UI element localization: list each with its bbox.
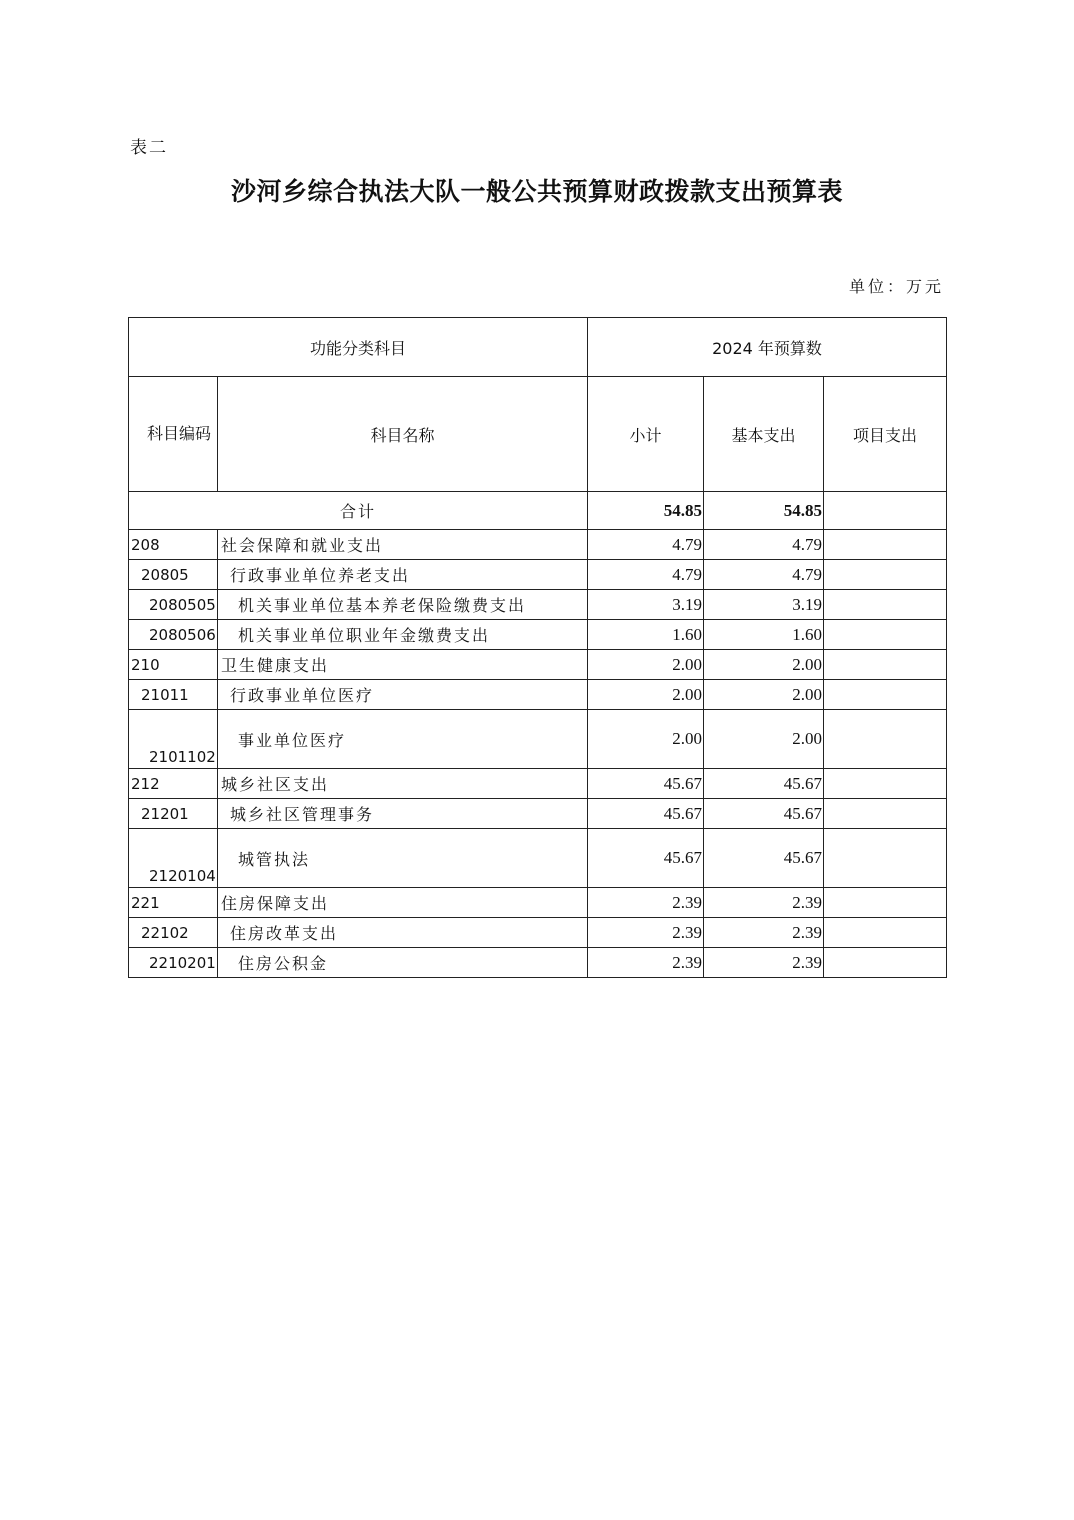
row-project bbox=[824, 560, 947, 590]
row-basic: 2.00 bbox=[704, 650, 824, 680]
row-subtotal: 45.67 bbox=[588, 769, 704, 799]
row-name: 行政事业单位医疗 bbox=[218, 680, 588, 710]
header-budget: 2024 年预算数 bbox=[588, 318, 947, 377]
table-row bbox=[129, 620, 947, 650]
row-subtotal: 4.79 bbox=[588, 530, 704, 560]
row-basic: 1.60 bbox=[704, 620, 824, 650]
row-basic: 2.00 bbox=[704, 680, 824, 710]
row-project bbox=[824, 799, 947, 829]
table-row bbox=[129, 918, 947, 948]
row-basic: 2.39 bbox=[704, 888, 824, 918]
row-project bbox=[824, 710, 947, 769]
row-project bbox=[824, 918, 947, 948]
row-name: 住房保障支出 bbox=[218, 888, 588, 918]
row-basic: 4.79 bbox=[704, 560, 824, 590]
total-project bbox=[824, 492, 947, 530]
total-basic: 54.85 bbox=[704, 492, 824, 530]
row-code: 2210201 bbox=[129, 948, 218, 978]
row-code: 20805 bbox=[129, 560, 218, 590]
row-subtotal: 3.19 bbox=[588, 590, 704, 620]
row-project bbox=[824, 680, 947, 710]
row-code: 22102 bbox=[129, 918, 218, 948]
table-row bbox=[129, 829, 947, 888]
row-basic: 2.00 bbox=[704, 710, 824, 769]
header-project: 项目支出 bbox=[824, 377, 947, 492]
row-project bbox=[824, 769, 947, 799]
row-subtotal: 4.79 bbox=[588, 560, 704, 590]
total-row bbox=[129, 492, 947, 530]
row-basic: 45.67 bbox=[704, 799, 824, 829]
header-basic: 基本支出 bbox=[704, 377, 824, 492]
row-subtotal: 45.67 bbox=[588, 799, 704, 829]
row-project bbox=[824, 650, 947, 680]
row-code: 221 bbox=[129, 888, 218, 918]
row-code: 21201 bbox=[129, 799, 218, 829]
row-basic: 45.67 bbox=[704, 829, 824, 888]
row-name: 机关事业单位基本养老保险缴费支出 bbox=[218, 590, 588, 620]
unit-label: 单位：万元 bbox=[848, 277, 944, 296]
table-row bbox=[129, 560, 947, 590]
header-name: 科目名称 bbox=[218, 377, 588, 492]
header-subtotal: 小计 bbox=[588, 377, 704, 492]
row-code: 2120104 bbox=[129, 829, 218, 888]
table-number: 表二 bbox=[130, 138, 168, 158]
row-subtotal: 2.00 bbox=[588, 650, 704, 680]
row-basic: 45.67 bbox=[704, 769, 824, 799]
row-name: 事业单位医疗 bbox=[218, 710, 588, 769]
row-project bbox=[824, 888, 947, 918]
header-code: 科目编码 bbox=[129, 377, 218, 492]
row-subtotal: 2.39 bbox=[588, 888, 704, 918]
row-basic: 3.19 bbox=[704, 590, 824, 620]
row-name: 城管执法 bbox=[218, 829, 588, 888]
row-name: 社会保障和就业支出 bbox=[218, 530, 588, 560]
row-project bbox=[824, 620, 947, 650]
table-row bbox=[129, 769, 947, 799]
table-row bbox=[129, 680, 947, 710]
row-code: 2080506 bbox=[129, 620, 218, 650]
table-row bbox=[129, 590, 947, 620]
row-name: 卫生健康支出 bbox=[218, 650, 588, 680]
budget-table bbox=[128, 317, 947, 978]
row-name: 城乡社区管理事务 bbox=[218, 799, 588, 829]
table-row bbox=[129, 888, 947, 918]
row-name: 行政事业单位养老支出 bbox=[218, 560, 588, 590]
header-row-top bbox=[129, 318, 947, 377]
row-project bbox=[824, 530, 947, 560]
row-basic: 2.39 bbox=[704, 918, 824, 948]
row-basic: 2.39 bbox=[704, 948, 824, 978]
row-name: 住房公积金 bbox=[218, 948, 588, 978]
table-row bbox=[129, 948, 947, 978]
row-subtotal: 2.00 bbox=[588, 710, 704, 769]
row-subtotal: 2.00 bbox=[588, 680, 704, 710]
row-subtotal: 2.39 bbox=[588, 948, 704, 978]
header-row-sub bbox=[129, 377, 947, 492]
document-title: 沙河乡综合执法大队一般公共预算财政拨款支出预算表 bbox=[230, 177, 843, 206]
row-basic: 4.79 bbox=[704, 530, 824, 560]
row-project bbox=[824, 948, 947, 978]
row-name: 住房改革支出 bbox=[218, 918, 588, 948]
row-code: 212 bbox=[129, 769, 218, 799]
row-name: 机关事业单位职业年金缴费支出 bbox=[218, 620, 588, 650]
header-category: 功能分类科目 bbox=[129, 318, 588, 377]
table-row bbox=[129, 650, 947, 680]
row-subtotal: 45.67 bbox=[588, 829, 704, 888]
row-subtotal: 1.60 bbox=[588, 620, 704, 650]
table-row bbox=[129, 799, 947, 829]
table-row bbox=[129, 710, 947, 769]
row-code: 208 bbox=[129, 530, 218, 560]
row-code: 210 bbox=[129, 650, 218, 680]
total-label: 合计 bbox=[129, 492, 588, 530]
row-project bbox=[824, 590, 947, 620]
row-subtotal: 2.39 bbox=[588, 918, 704, 948]
row-code: 2080505 bbox=[129, 590, 218, 620]
table-row bbox=[129, 530, 947, 560]
row-code: 2101102 bbox=[129, 710, 218, 769]
total-subtotal: 54.85 bbox=[588, 492, 704, 530]
row-code: 21011 bbox=[129, 680, 218, 710]
row-name: 城乡社区支出 bbox=[218, 769, 588, 799]
row-project bbox=[824, 829, 947, 888]
